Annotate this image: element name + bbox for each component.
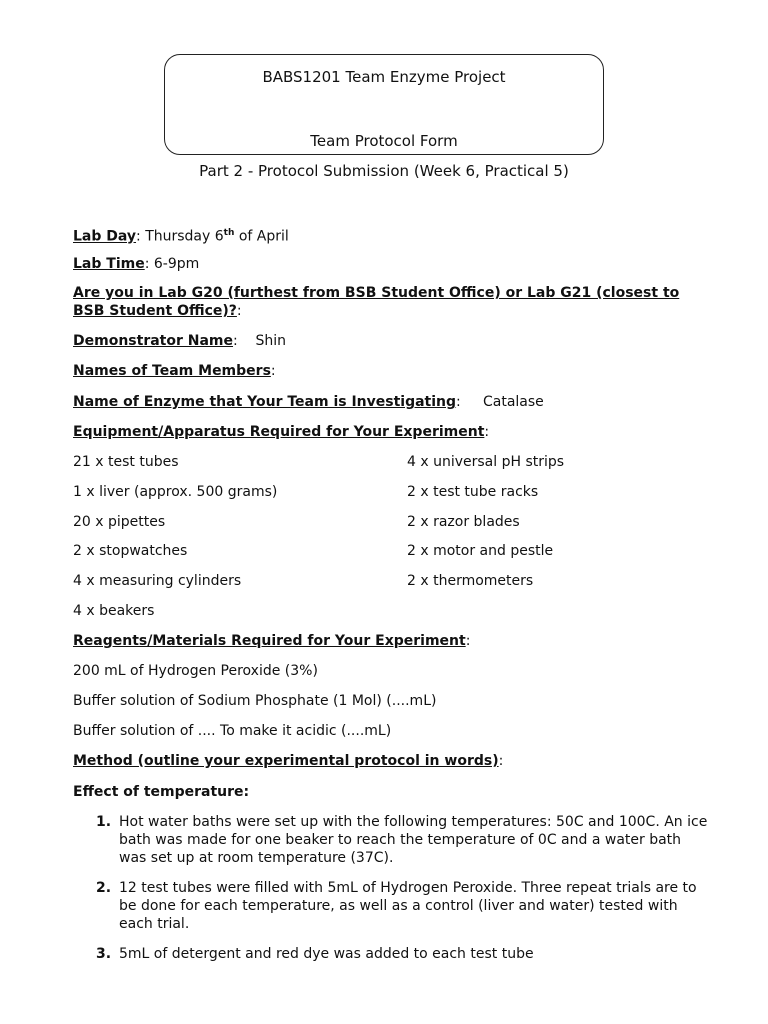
team-members-value: : bbox=[270, 363, 276, 379]
lab-day-label: Lab Day bbox=[73, 228, 137, 245]
equipment-label: Equipment/Apparatus Required for Your Experiment bbox=[73, 424, 485, 440]
reagent-item: 200 mL of Hydrogen Peroxide (3%) bbox=[73, 663, 318, 679]
lab-question-line2 bbox=[73, 302, 242, 320]
lab-time-row bbox=[73, 255, 199, 273]
equipment-item: 20 x pipettes bbox=[73, 514, 166, 530]
lab-question-line1 bbox=[73, 284, 679, 302]
equipment-item: 4 x measuring cylinders bbox=[73, 573, 242, 589]
reagent-item: Buffer solution of Sodium Phosphate (1 Mol) (....mL) bbox=[73, 693, 437, 709]
lab-question-text2: BSB Student Office)? bbox=[73, 303, 237, 319]
lab-time-value: : 6-9pm bbox=[144, 256, 200, 272]
lab-day-value: : Thursday 6 bbox=[136, 228, 224, 245]
lab-time-label: Lab Time bbox=[73, 256, 145, 272]
equipment-colon: : bbox=[484, 424, 490, 440]
lab-day-month: of April bbox=[234, 228, 289, 245]
reagents-label: Reagents/Materials Required for Your Experiment bbox=[73, 633, 466, 649]
step-text: 12 test tubes were filled with 5mL of Hydrogen Peroxide. Three repeat trials are to be done for each temperature, as well as a control (liver and water) tested with each trial. bbox=[119, 880, 697, 932]
equipment-item: 4 x universal pH strips bbox=[407, 454, 565, 470]
lab-day-row bbox=[73, 224, 289, 246]
equipment-item: 21 x test tubes bbox=[73, 454, 179, 470]
enzyme-label: Name of Enzyme that Your Team is Investigating bbox=[73, 394, 457, 410]
project-title: BABS1201 Team Enzyme Project bbox=[262, 68, 506, 86]
equipment-heading bbox=[73, 423, 489, 441]
reagent-item: Buffer solution of .... To make it acidic (....mL) bbox=[73, 723, 392, 739]
title-box bbox=[164, 54, 604, 155]
lab-question-colon: : bbox=[236, 303, 242, 319]
method-section-title: Effect of temperature: bbox=[73, 784, 250, 800]
equipment-item: 1 x liver (approx. 500 grams) bbox=[73, 484, 278, 500]
equipment-item: 2 x motor and pestle bbox=[407, 543, 554, 559]
step-text: 5mL of detergent and red dye was added to each test tube bbox=[119, 946, 534, 962]
part-subtitle: Part 2 - Protocol Submission (Week 6, Practical 5) bbox=[199, 162, 569, 180]
equipment-item: 4 x beakers bbox=[73, 603, 155, 619]
equipment-item: 2 x stopwatches bbox=[73, 543, 188, 559]
reagents-colon: : bbox=[465, 633, 471, 649]
demonstrator-value: : Shin bbox=[233, 333, 287, 349]
enzyme-value: : Catalase bbox=[456, 394, 544, 410]
enzyme-row bbox=[73, 393, 544, 411]
form-title: Team Protocol Form bbox=[310, 132, 458, 150]
method-colon: : bbox=[498, 753, 504, 769]
demonstrator-label: Demonstrator Name bbox=[73, 333, 234, 349]
demonstrator-row bbox=[73, 332, 286, 350]
method-label: Method (outline your experimental protocol in words) bbox=[73, 753, 499, 769]
team-members-row bbox=[73, 362, 276, 380]
method-heading bbox=[73, 752, 503, 770]
equipment-item: 2 x razor blades bbox=[407, 514, 520, 530]
lab-day-sup: th bbox=[223, 228, 235, 238]
equipment-item: 2 x test tube racks bbox=[407, 484, 539, 500]
reagents-heading bbox=[73, 632, 470, 650]
step-number: 3. bbox=[96, 946, 112, 962]
step-number: 1. bbox=[96, 814, 112, 830]
equipment-item: 2 x thermometers bbox=[407, 573, 534, 589]
lab-question-text1: Are you in Lab G20 (furthest from BSB Student Office) or Lab G21 (closest to bbox=[73, 285, 680, 301]
step-number: 2. bbox=[96, 880, 112, 896]
team-members-label: Names of Team Members bbox=[73, 363, 271, 379]
step-text: Hot water baths were set up with the following temperatures: 50C and 100C. An ice bath was made for one beaker to reach the temperature of 0C and a water bath was set up at room temperature (37C). bbox=[119, 814, 708, 866]
